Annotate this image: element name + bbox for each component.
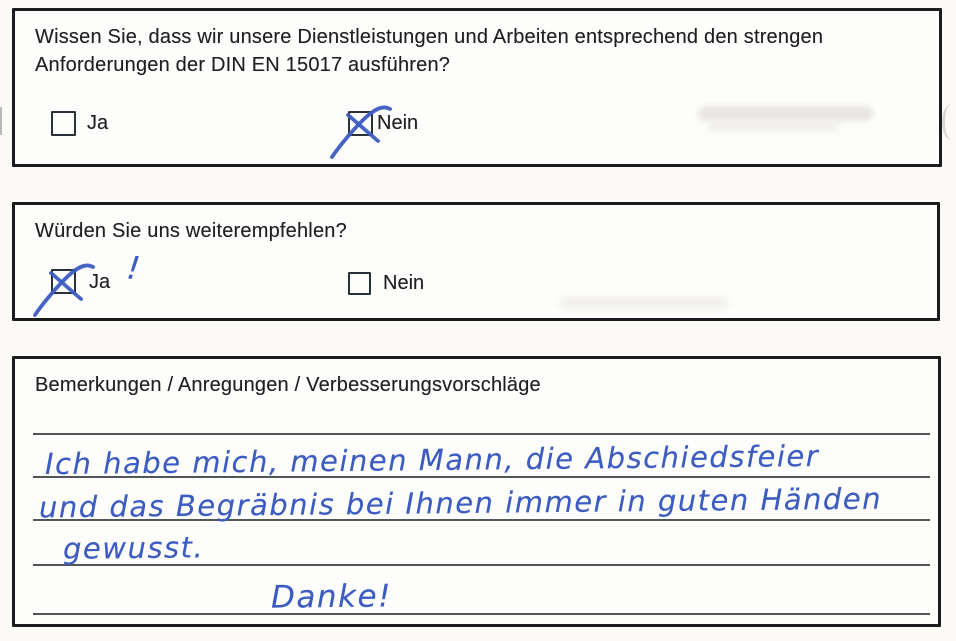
scan-edge-artifact [0,107,2,135]
checkbox-label-nein-din: Nein [377,112,419,134]
checkbox-label-ja-din: Ja [87,112,109,134]
scan-bleed-artifact [708,122,838,131]
writing-line [33,433,930,435]
checkbox-label-nein-recommend: Nein [383,272,425,294]
checkbox-nein-din[interactable] [348,111,373,136]
scan-bleed-artifact [698,106,873,121]
checkbox-nein-recommend[interactable] [348,272,371,295]
writing-line [33,613,930,615]
handwritten-text-line: und das Begräbnis bei Ihnen immer in guten Händen [38,481,883,525]
checkbox-ja-din[interactable] [51,111,76,136]
checkbox-ja-recommend[interactable] [51,269,76,294]
handwritten-text-line: gewusst. [62,530,205,566]
question-section-din [12,8,942,167]
remarks-writing-area[interactable] [15,419,944,629]
pen-exclamation-mark: ! [124,248,143,288]
scan-edge-artifact [942,104,956,140]
remarks-title: Bemerkungen / Anregungen / Verbesserungsvorschläge [35,374,541,396]
question-section-recommend [12,202,940,321]
checkbox-label-ja-recommend: Ja [89,271,111,293]
remarks-section [12,356,941,627]
handwritten-text-line: Danke! [270,578,393,616]
handwritten-text-line: Ich habe mich, meinen Mann, die Abschiedsfeier [44,438,820,482]
question-text-din: Wissen Sie, dass wir unsere Dienstleistungen und Arbeiten entsprechend den strengen Anforderungen der DIN EN 15017 ausführen? [35,26,824,76]
scan-bleed-artifact [559,297,729,308]
question-text-recommend: Würden Sie uns weiterempfehlen? [35,220,347,242]
